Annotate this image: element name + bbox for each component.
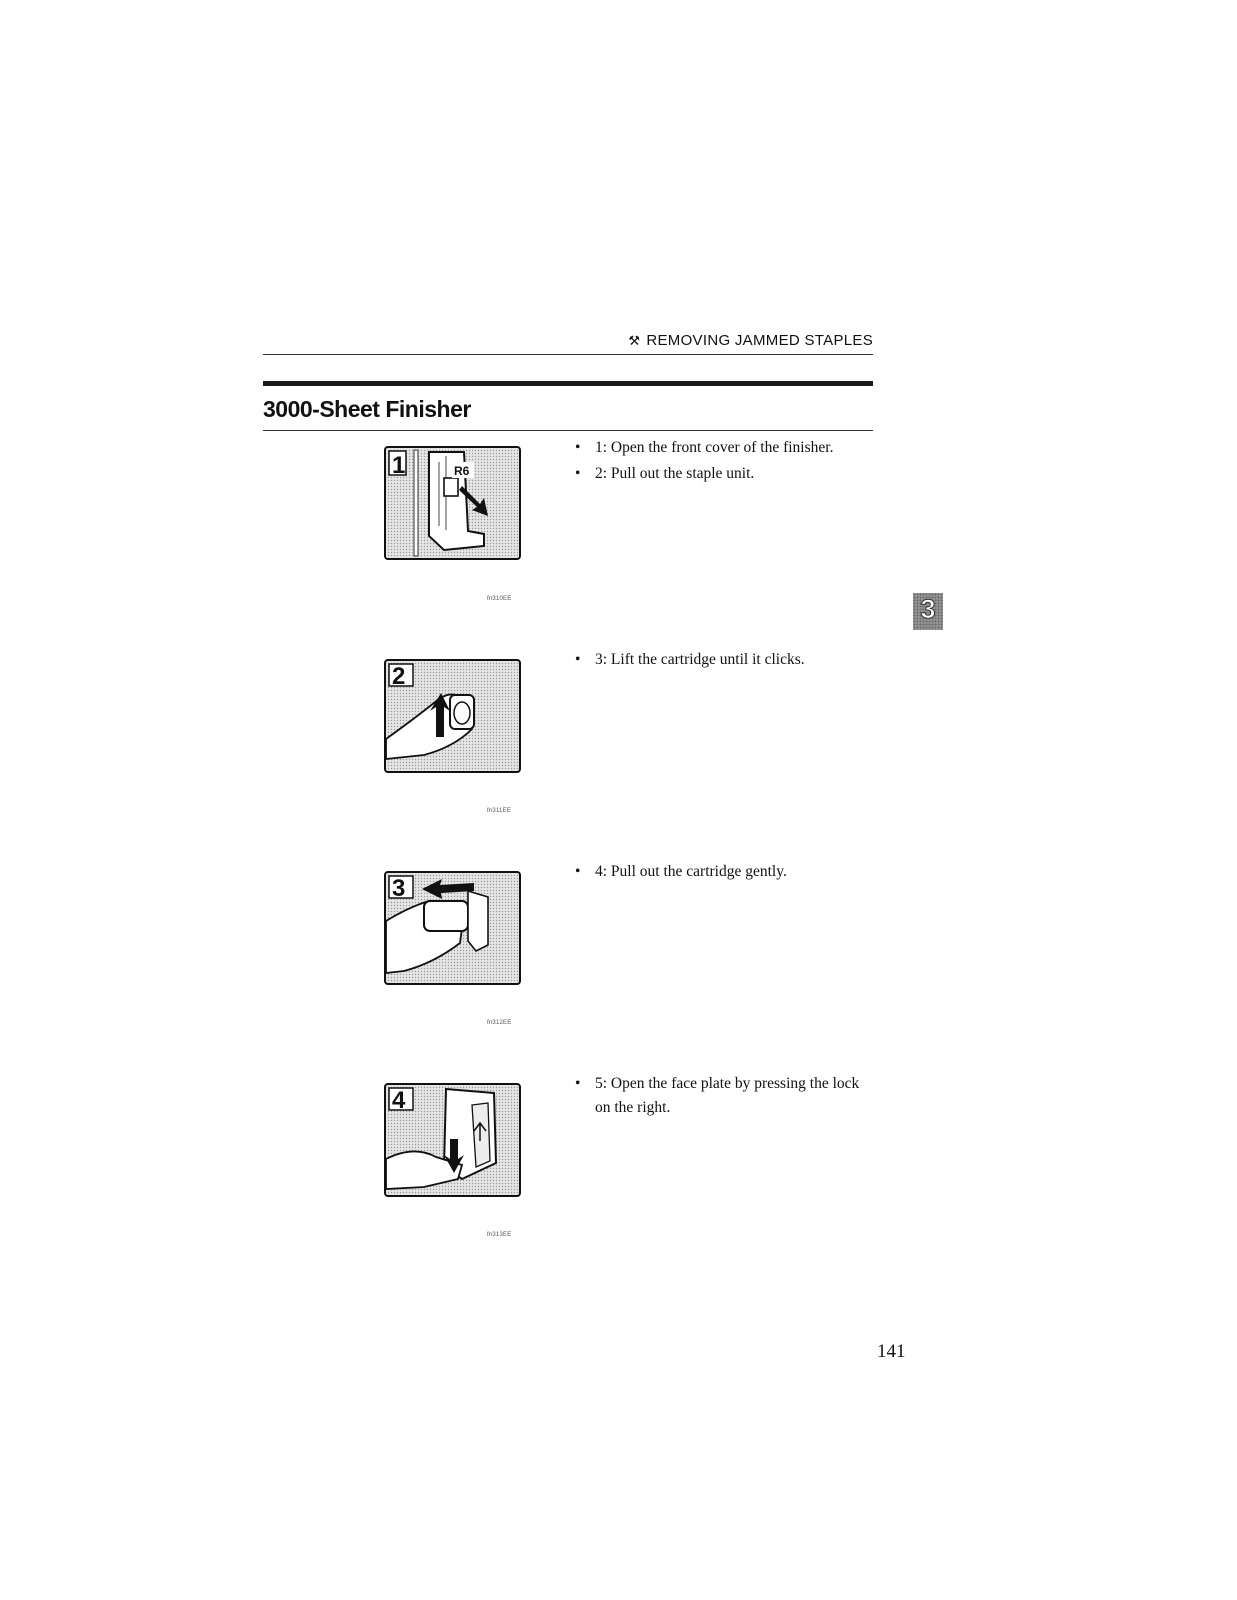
figure-3-code: fn312EE [487,1020,512,1026]
figure-1-code: fn310EE [487,596,512,602]
step-text: 3: Lift the cartridge until it clicks. [595,651,805,668]
figure-4-illustration [384,1083,521,1197]
header-title: REMOVING JAMMED STAPLES [646,332,873,349]
step-text: 5: Open the face plate by pressing the lock on the right. [595,1075,860,1116]
chapter-tab [913,593,943,630]
step-item [575,860,875,884]
bullet: • [575,651,581,668]
step-text: 4: Pull out the cartridge gently. [595,863,787,880]
figure-3-number: 3 [392,875,406,902]
figure-1-number: 1 [392,452,406,479]
figure-2-number: 2 [392,663,406,690]
page-number: 141 [877,1341,906,1362]
step-text: 2: Pull out the staple unit. [595,465,755,482]
bullet: • [575,465,581,482]
bullet: • [575,1075,581,1092]
figure-2-code: fn311EE [487,808,511,814]
staple-icon: ⚒ [628,333,641,348]
step-list-1 [575,436,875,486]
section-rule-thin [263,430,873,431]
header-title-group [628,332,873,349]
step-list-2 [575,648,875,672]
section-rule-thick [263,381,873,386]
step-list-3 [575,860,875,884]
figure-1-part-label: R6 [454,464,470,478]
bullet: • [575,863,581,880]
step-item [575,648,875,672]
step-list-4 [575,1072,860,1120]
step-text: 1: Open the front cover of the finisher. [595,439,834,456]
section-title: 3000-Sheet Finisher [263,396,471,422]
figure-4-code: fn313EE [487,1232,512,1238]
figure-2-illustration [384,659,521,773]
step-item [575,436,875,460]
figure-1-illustration [384,446,521,560]
figure-3-illustration [384,871,521,985]
step-item [575,1072,860,1120]
chapter-tab-number: 3 [920,594,936,624]
running-header [263,332,873,355]
bullet: • [575,439,581,456]
figure-4-number: 4 [392,1087,406,1114]
step-item [575,462,875,486]
